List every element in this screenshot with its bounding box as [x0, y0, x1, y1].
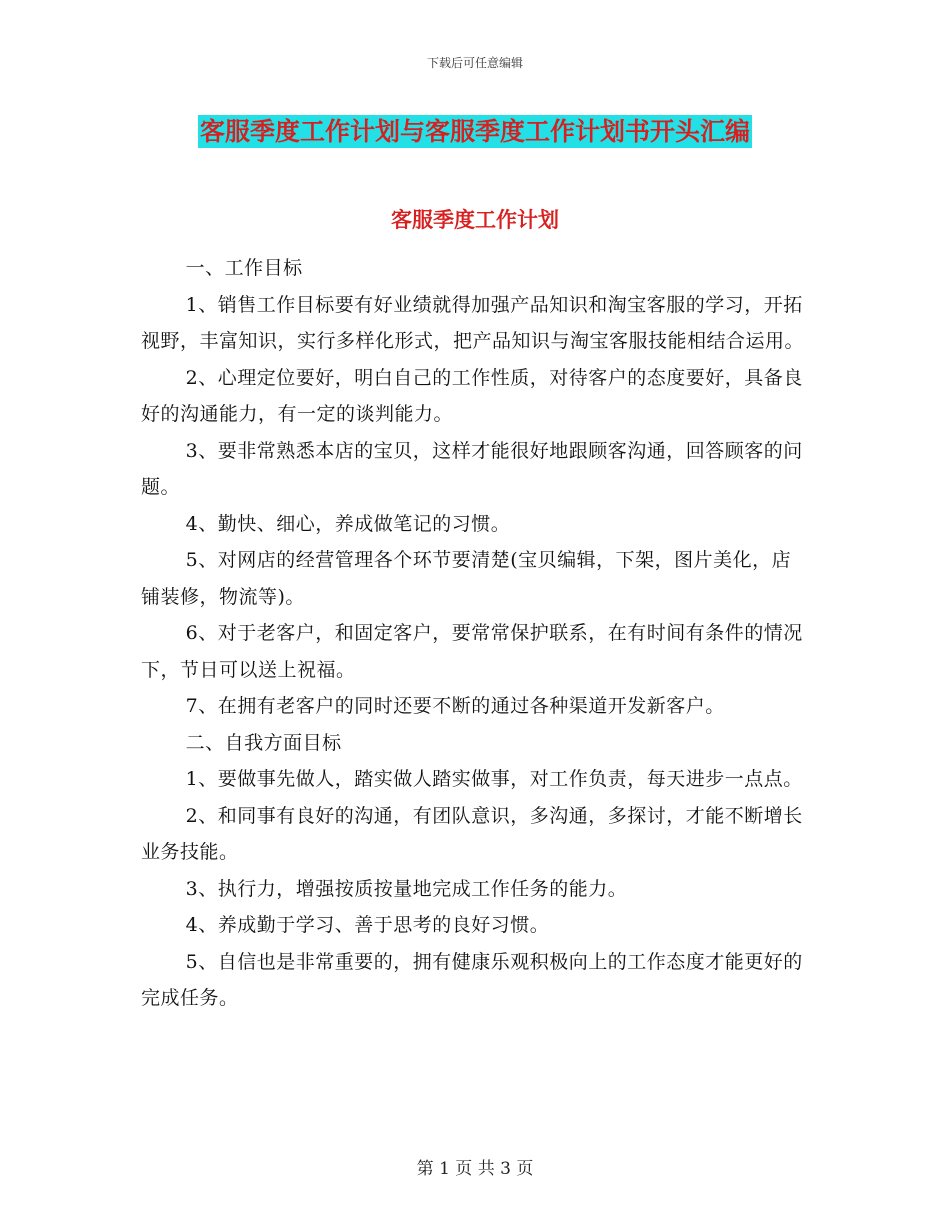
paragraph: 1、销售工作目标要有好业绩就得加强产品知识和淘宝客服的学习，开拓视野，丰富知识，实行多样化形式，把产品知识与淘宝客服技能相结合运用。: [141, 293, 805, 352]
paragraph: 2、心理定位要好，明白自己的工作性质，对待客户的态度要好，具备良好的沟通能力，有一定的谈判能力。: [141, 366, 803, 425]
header-note: 下载后可任意编辑: [426, 56, 523, 70]
paragraph: 1、要做事先做人，踏实做人踏实做事，对工作负责，每天进步一点点。: [185, 768, 803, 790]
paragraph: 2、和同事有良好的沟通，有团队意识，多沟通，多探讨，才能不断增长业务技能。: [141, 804, 803, 863]
paragraph: 3、要非常熟悉本店的宝贝，这样才能很好地跟顾客沟通，回答顾客的问题。: [141, 439, 803, 498]
paragraph: 5、对网店的经营管理各个环节要清楚(宝贝编辑，下架，图片美化，店铺装修，物流等)。: [141, 549, 792, 608]
paragraph: 5、自信也是非常重要的，拥有健康乐观积极向上的工作态度才能更好的完成任务。: [141, 950, 803, 1009]
paragraph: 二、自我方面目标: [185, 731, 342, 754]
paragraph: 一、工作目标: [185, 257, 303, 279]
paragraph: 6、对于老客户，和固定客户，要常常保护联系，在有时间有条件的情况下，节日可以送上祝福。: [141, 622, 803, 681]
document-title: [0, 112, 950, 148]
paragraph: 4、勤快、细心，养成做笔记的习惯。: [185, 512, 511, 535]
section-title: 客服季度工作计划: [391, 208, 559, 232]
paragraph: 3、执行力，增强按质按量地完成工作任务的能力。: [185, 877, 628, 900]
document-title-text: 客服季度工作计划与客服季度工作计划书开头汇编: [199, 117, 750, 146]
paragraph: 4、养成勤于学习、善于思考的良好习惯。: [185, 914, 550, 936]
document-body: [141, 250, 809, 1017]
page-number: 第 1 页 共 3 页: [416, 1159, 534, 1179]
paragraph: 7、在拥有老客户的同时还要不断的通过各种渠道开发新客户。: [185, 695, 725, 717]
